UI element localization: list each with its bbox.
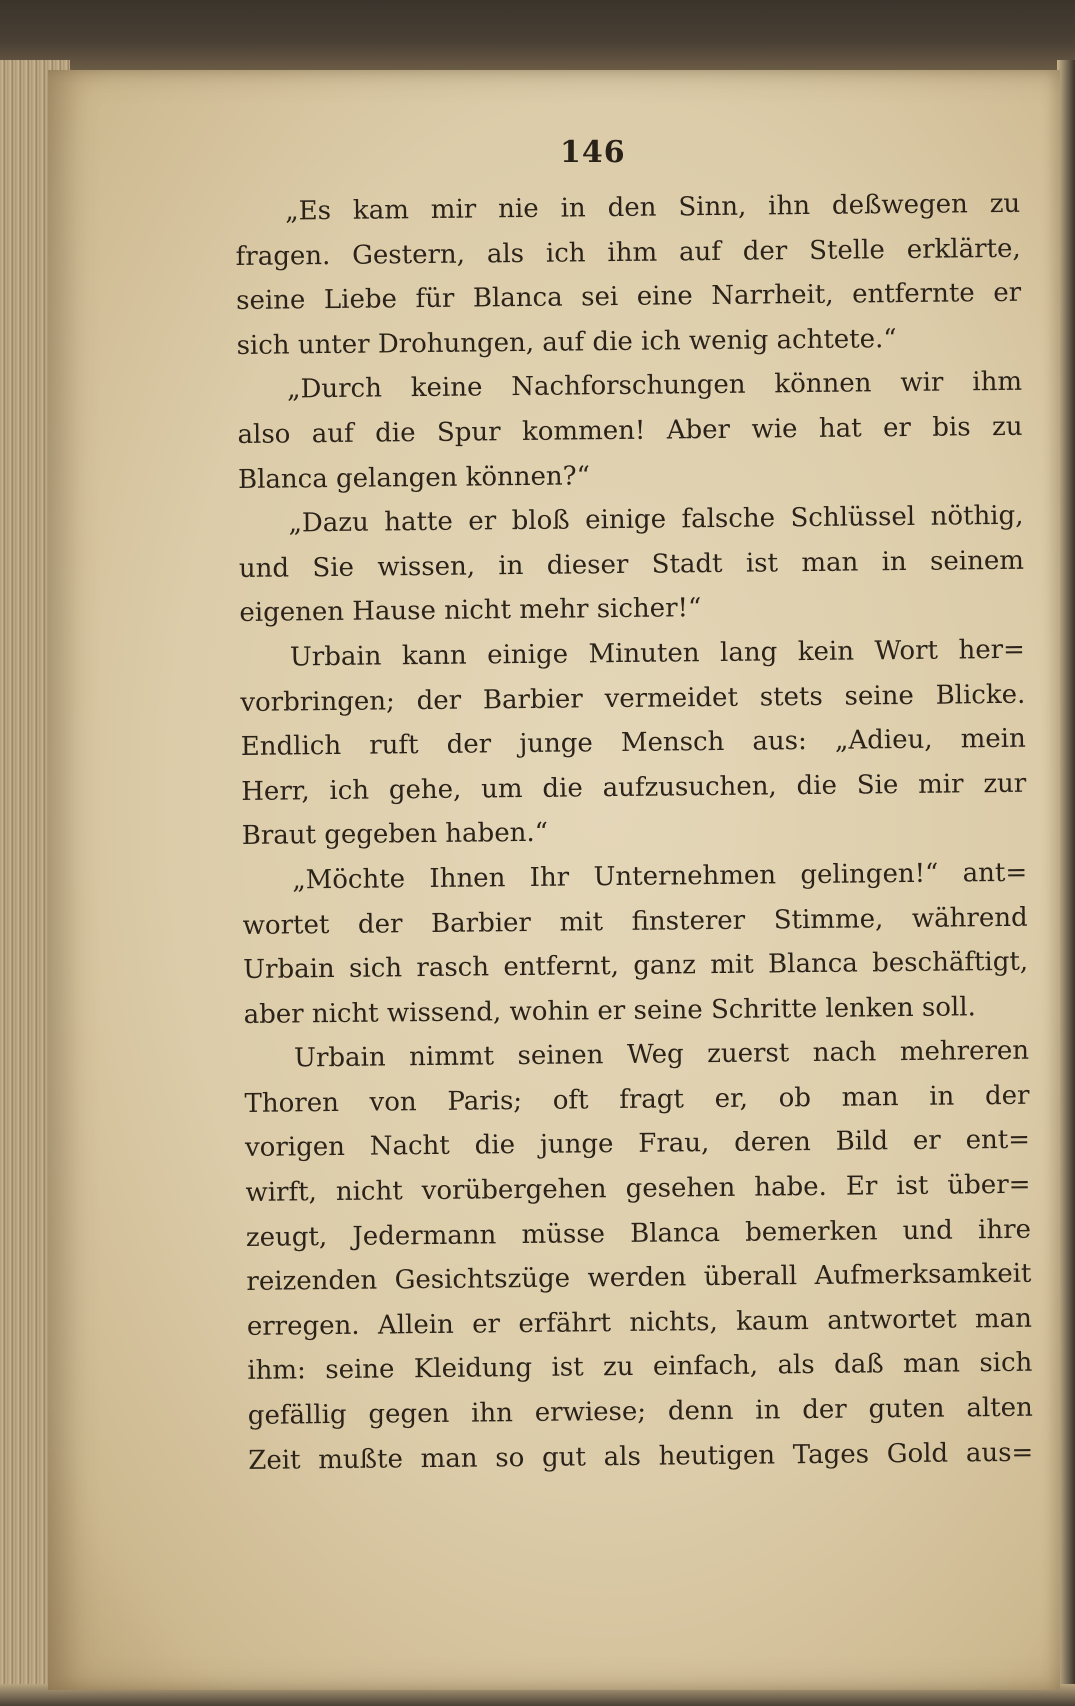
text-line: eigenen Hause nicht mehr sicher!“ — [239, 593, 702, 629]
text-line: „Es kam mir nie in den Sinn, ihn deßwegen zu — [285, 188, 1021, 227]
text-line: vorbringen; der Barbier vermeidet stets seine Blicke. — [240, 679, 1026, 718]
text-line: „Möchte Ihnen Ihr Unternehmen gelingen!“ ant= — [292, 857, 1028, 896]
text-line: also auf die Spur kommen! Aber wie hat er bis zu — [237, 411, 1023, 450]
text-line: Herr, ich gehe, um die aufzusuchen, die Sie mir zur — [241, 768, 1027, 807]
text-line: seine Liebe für Blanca sei eine Narrheit, entfernte er — [236, 277, 1022, 317]
text-line: wortet der Barbier mit finsterer Stimme, während — [242, 902, 1028, 941]
text-line: sich unter Drohungen, auf die ich wenig achtete.“ — [236, 323, 897, 361]
text-line: reizenden Gesichtszüge werden überall Aufmerksamkeit — [246, 1258, 1032, 1298]
body-text — [235, 182, 1033, 1483]
text-line: wirft, nicht vorübergehen gesehen habe. Er ist über= — [245, 1169, 1031, 1209]
text-line: fragen. Gestern, als ich ihm auf der Stelle erklärte, — [235, 233, 1021, 272]
text-line: zeugt, Jedermann müsse Blanca bemerken und ihre — [245, 1214, 1032, 1253]
text-line: „Durch keine Nachforschungen können wir ihm — [286, 367, 1023, 405]
text-line: Braut gegeben haben.“ — [241, 818, 549, 852]
text-line: und Sie wissen, in dieser Stadt ist man in seinem — [238, 545, 1025, 584]
text-line: vorigen Nacht die junge Frau, deren Bild er ent= — [244, 1125, 1031, 1164]
text-line: aber nicht wissend, wohin er seine Schritte lenken soll. — [243, 991, 977, 1030]
text-line: Thoren von Paris; oft fragt er, ob man in der — [244, 1080, 1030, 1119]
text-line: Blanca gelangen können?“ — [237, 460, 591, 495]
text-line: Urbain nimmt seinen Weg zuerst nach mehreren — [293, 1036, 1030, 1074]
text-line: gefällig gegen ihn erwiese; denn in der guten alten — [247, 1392, 1033, 1431]
text-line: Urbain kann einige Minuten lang kein Wort her= — [289, 634, 1026, 673]
text-line: ihm: seine Kleidung ist zu einfach, als daß man sich — [247, 1348, 1033, 1387]
binding-top-edge — [0, 0, 1075, 70]
text-line: Urbain sich rasch entfernt, ganz mit Blanca beschäftigt, — [243, 946, 1029, 986]
text-line: „Dazu hatte er bloß einige falsche Schlüssel nöthig, — [288, 500, 1024, 539]
text-line: Zeit mußte man so gut als heutigen Tages Gold aus= — [248, 1437, 1034, 1476]
text-line: Endlich ruft der junge Mensch aus: „Adieu, mein — [240, 723, 1026, 763]
page-number: 146 — [560, 135, 626, 170]
text-line: erregen. Allein er erfährt nichts, kaum antwortet man — [246, 1303, 1033, 1342]
